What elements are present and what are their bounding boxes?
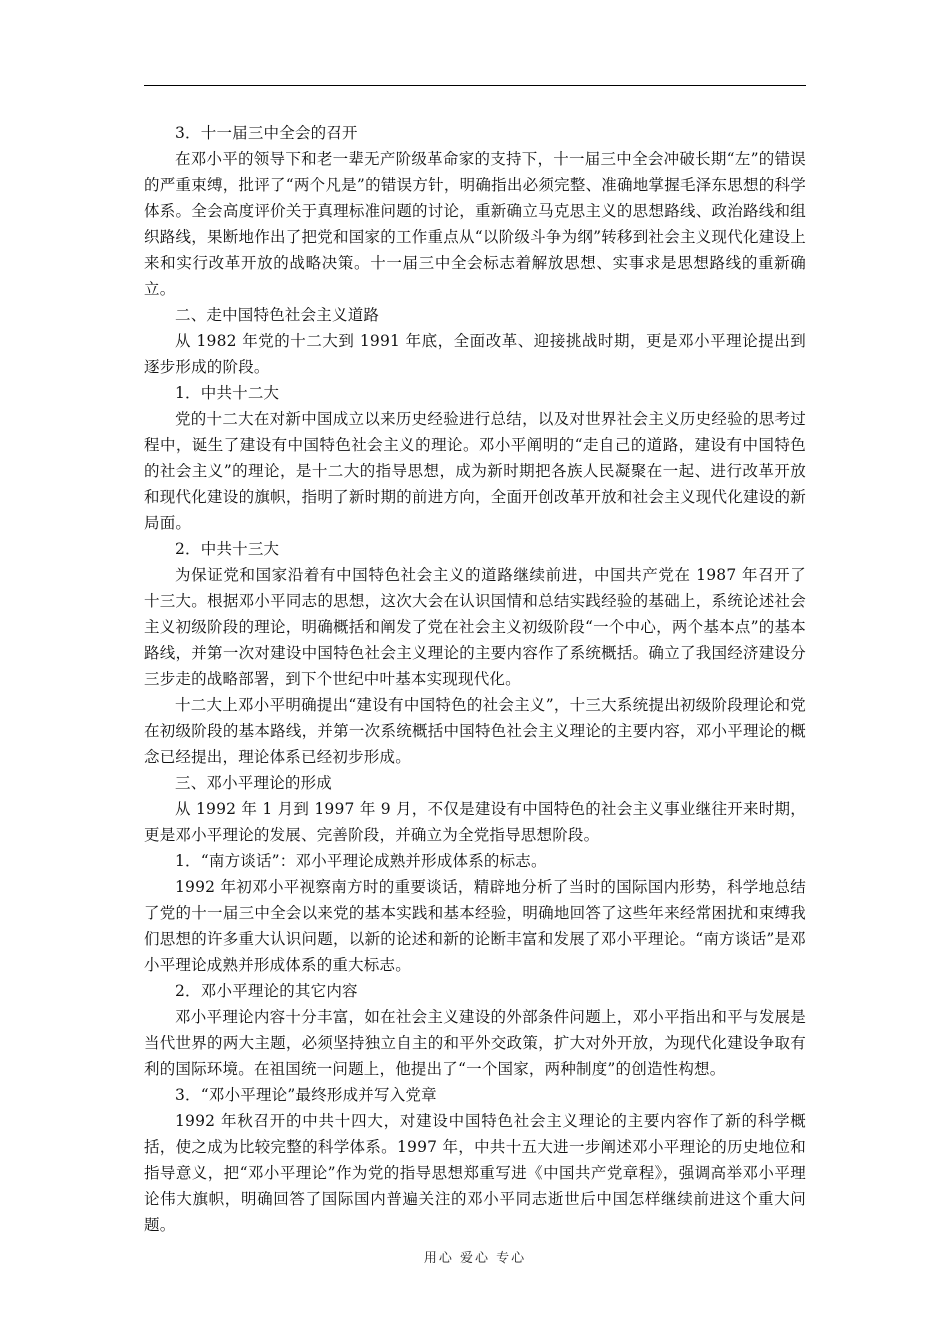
paragraph-intro-1992: 从 1992 年 1 月到 1997 年 9 月，不仅是建设有中国特色的社会主义事业继往开来时期，更是邓小平理论的发展、完善阶段，并确立为全党指导思想阶段。 bbox=[144, 800, 806, 844]
heading-13th-congress: 2．中共十三大 bbox=[175, 540, 280, 558]
heading-third-plenum: 3．十一届三中全会的召开 bbox=[175, 124, 358, 142]
paragraph-12th-congress: 党的十二大在对新中国成立以来历史经验进行总结，以及对世界社会主义历史经验的思考过程中，诞生了建设有中国特色社会主义的理论。邓小平阐明的“走自己的道路，建设有中国特色的社会主义”的理论，是十二大的指导思想，成为新时期把各族人民凝聚在一起、进行改革开放和现代化建设的旗帜，指明了新时期的前进方向，全面开创改革开放和社会主义现代化建设的新局面。 bbox=[144, 410, 806, 532]
document-body bbox=[144, 120, 806, 1238]
heading-southern-talks: 1．“南方谈话”：邓小平理论成熟并形成体系的标志。 bbox=[175, 852, 547, 870]
heading-party-constitution: 3．“邓小平理论”最终形成并写入党章 bbox=[175, 1086, 437, 1104]
section-heading-3: 三、邓小平理论的形成 bbox=[175, 774, 333, 792]
page-footer: 用心 爱心 专心 bbox=[423, 1251, 527, 1266]
paragraph-13th-congress: 为保证党和国家沿着有中国特色社会主义的道路继续前进，中国共产党在 1987 年召开了十三大。根据邓小平同志的思想，这次大会在认识国情和总结实践经验的基础上，系统论述社会主义初级阶段的理论，明确概括和阐发了党在社会主义初级阶段“一个中心，两个基本点”的基本路线，并第一次对建设中国特色社会主义理论的主要内容作了系统概括。确立了我国经济建设分三步走的战略部署，到下个世纪中叶基本实现现代化。 bbox=[144, 566, 806, 688]
paragraph-southern-talks: 1992 年初邓小平视察南方时的重要谈话，精辟地分析了当时的国际国内形势，科学地总结了党的十一届三中全会以来党的基本实践和基本经验，明确地回答了这些年来经常困扰和束缚我们思想的许多重大认识问题，以新的论述和新的论断丰富和发展了邓小平理论。“南方谈话”是邓小平理论成熟并形成体系的重大标志。 bbox=[144, 878, 806, 974]
heading-other-contents: 2．邓小平理论的其它内容 bbox=[175, 982, 358, 1000]
heading-12th-congress: 1．中共十二大 bbox=[175, 384, 280, 402]
paragraph-party-constitution: 1992 年秋召开的中共十四大，对建设中国特色社会主义理论的主要内容作了新的科学概括，使之成为比较完整的科学体系。1997 年，中共十五大进一步阐述邓小平理论的历史地位和指导意义，把“邓小平理论”作为党的指导思想郑重写进《中国共产党章程》，强调高举邓小平理论伟大旗帜，明确回答了国际国内普遍关注的邓小平同志逝世后中国怎样继续前进这个重大问题。 bbox=[144, 1112, 806, 1234]
paragraph-intro-1982: 从 1982 年党的十二大到 1991 年底，全面改革、迎接挑战时期，更是邓小平理论提出到逐步形成的阶段。 bbox=[144, 332, 806, 376]
header-rule bbox=[144, 85, 806, 86]
section-heading-2: 二、走中国特色社会主义道路 bbox=[175, 306, 380, 324]
paragraph-other-contents: 邓小平理论内容十分丰富，如在社会主义建设的外部条件问题上，邓小平指出和平与发展是当代世界的两大主题，必须坚持独立自主的和平外交政策，扩大对外开放，为现代化建设争取有利的国际环境。在祖国统一问题上，他提出了“一个国家，两种制度”的创造性构想。 bbox=[144, 1008, 806, 1078]
paragraph-third-plenum: 在邓小平的领导下和老一辈无产阶级革命家的支持下，十一届三中全会冲破长期“左”的错误的严重束缚，批评了“两个凡是”的错误方针，明确指出必须完整、准确地掌握毛泽东思想的科学体系。全会高度评价关于真理标准问题的讨论，重新确立马克思主义的思想路线、政治路线和组织路线，果断地作出了把党和国家的工作重点从“以阶级斗争为纲”转移到社会主义现代化建设上来和实行改革开放的战略决策。十一届三中全会标志着解放思想、实事求是思想路线的重新确立。 bbox=[144, 150, 806, 298]
paragraph-summary-12-13: 十二大上邓小平明确提出“建设有中国特色的社会主义”，十三大系统提出初级阶段理论和党在初级阶段的基本路线，并第一次系统概括中国特色社会主义理论的主要内容，邓小平理论的概念已经提出，理论体系已经初步形成。 bbox=[144, 696, 806, 766]
